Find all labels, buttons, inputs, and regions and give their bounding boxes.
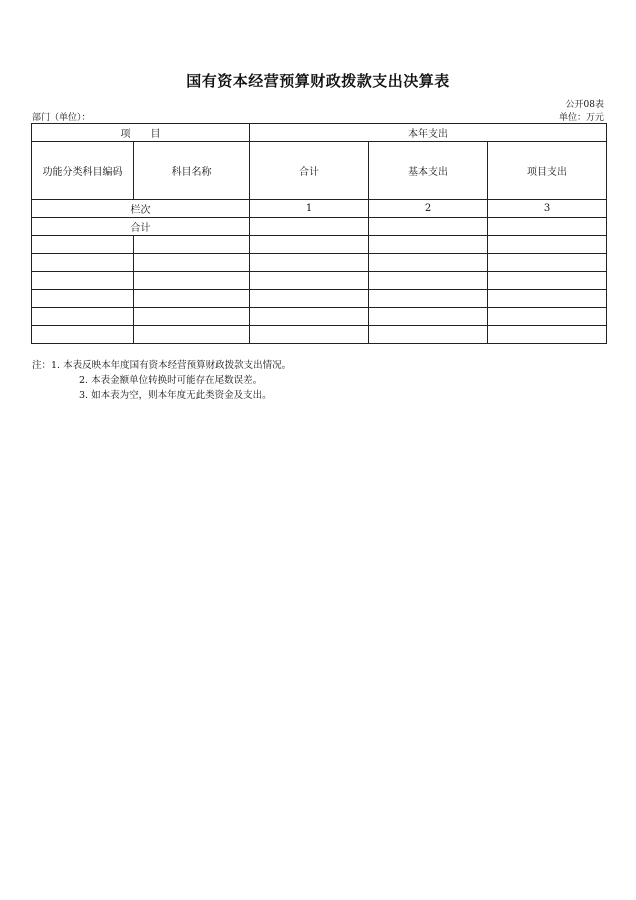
index-1: 1 <box>250 200 369 218</box>
table-cell <box>134 254 250 272</box>
note-1: 注：1. 本表反映本年度国有资本经营预算财政拨款支出情况。 <box>32 360 292 371</box>
table-row <box>32 326 607 344</box>
table-cell <box>32 254 134 272</box>
table-row <box>32 308 607 326</box>
table-cell <box>32 290 134 308</box>
col-subject-name: 科目名称 <box>134 142 250 200</box>
col-func-code: 功能分类科目编码 <box>32 142 134 200</box>
table-cell <box>134 236 250 254</box>
table-cell <box>369 254 488 272</box>
page-title: 国有资本经营预算财政拨款支出决算表 <box>186 72 450 90</box>
table-cell <box>32 236 134 254</box>
header-row-1 <box>32 124 607 142</box>
table-cell <box>134 290 250 308</box>
table-cell <box>32 308 134 326</box>
table-cell <box>369 326 488 344</box>
table-cell <box>134 308 250 326</box>
table-cell <box>250 236 369 254</box>
table-cell <box>250 254 369 272</box>
table-cell <box>488 254 607 272</box>
department-label: 部门（单位）： <box>32 113 91 123</box>
table-cell <box>488 272 607 290</box>
table-cell <box>32 272 134 290</box>
col-basic: 基本支出 <box>369 142 488 200</box>
table-cell <box>369 272 488 290</box>
table-cell <box>369 236 488 254</box>
note-2: 2. 本表金额单位转换时可能存在尾数误差。 <box>79 375 263 386</box>
table-cell <box>250 326 369 344</box>
total-basic <box>369 218 488 236</box>
table-cell <box>32 326 134 344</box>
expenditure-table <box>31 123 607 344</box>
table-cell <box>250 290 369 308</box>
unit-label: 单位：万元 <box>558 113 604 123</box>
form-code: 公开08表 <box>565 100 604 110</box>
total-value <box>250 218 369 236</box>
table-cell <box>369 290 488 308</box>
table-cell <box>488 308 607 326</box>
note-3: 3. 如本表为空，则本年度无此类资金及支出。 <box>79 390 272 401</box>
total-row <box>32 218 607 236</box>
table-cell <box>250 308 369 326</box>
table-cell <box>134 272 250 290</box>
table-cell <box>134 326 250 344</box>
table-cell <box>369 308 488 326</box>
index-row <box>32 200 607 218</box>
index-2: 2 <box>369 200 488 218</box>
table-cell <box>488 326 607 344</box>
col-project: 项目支出 <box>488 142 607 200</box>
total-label: 合计 <box>32 218 250 236</box>
table-row <box>32 236 607 254</box>
table-cell <box>488 290 607 308</box>
header-row-2 <box>32 142 607 200</box>
table-row <box>32 272 607 290</box>
col-total: 合计 <box>250 142 369 200</box>
index-3: 3 <box>488 200 607 218</box>
table-cell <box>488 236 607 254</box>
header-current-year: 本年支出 <box>250 124 607 142</box>
header-item: 项 目 <box>32 124 250 142</box>
empty-rows <box>32 236 607 344</box>
notes <box>32 358 291 403</box>
index-label: 栏次 <box>32 200 250 218</box>
table-cell <box>250 272 369 290</box>
table-row <box>32 290 607 308</box>
total-project <box>488 218 607 236</box>
table-row <box>32 254 607 272</box>
